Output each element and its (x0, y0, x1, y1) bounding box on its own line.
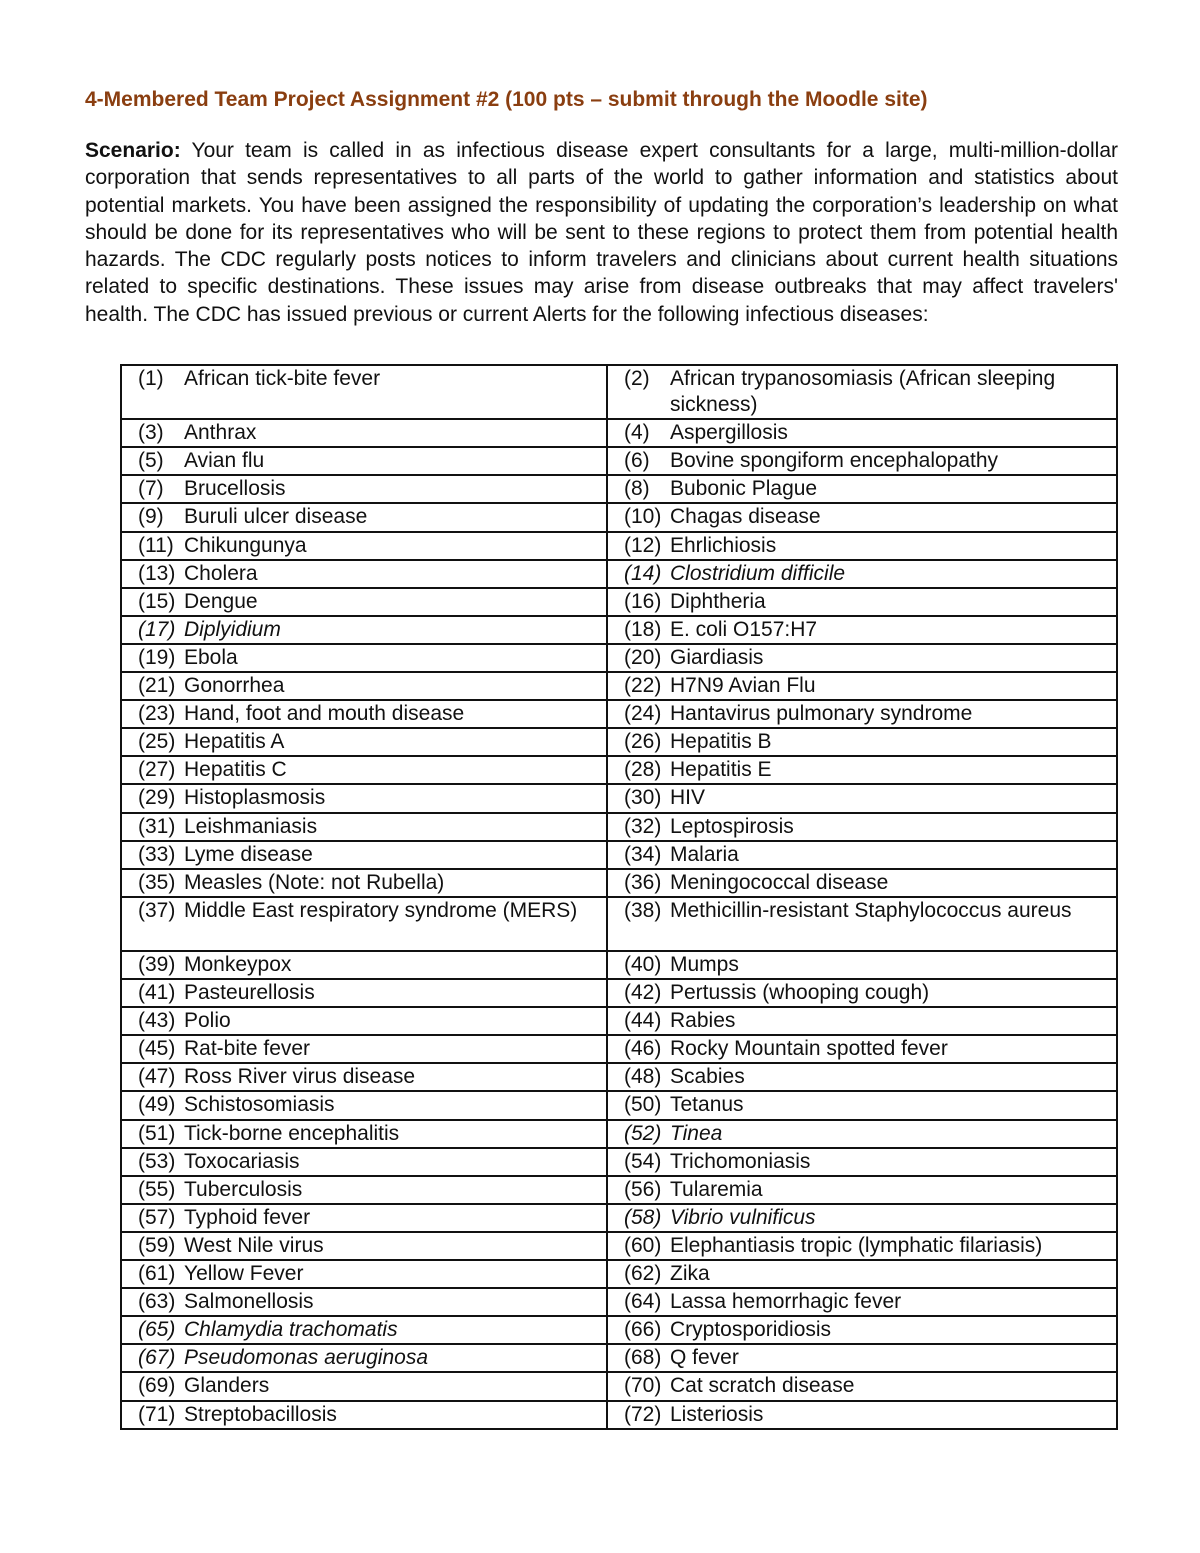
table-row (121, 1204, 1117, 1232)
disease-cell (121, 1316, 607, 1344)
disease-name: Buruli ulcer disease (184, 505, 368, 529)
disease-number: (68) (624, 1346, 662, 1370)
disease-cell (121, 1401, 607, 1430)
disease-name: Streptobacillosis (184, 1402, 337, 1426)
table-row (121, 784, 1117, 812)
table-row (121, 560, 1117, 588)
table-row (121, 813, 1117, 841)
disease-name: Leptospirosis (670, 814, 794, 838)
disease-name: African trypanosomiasis (African sleeping sickness) (670, 367, 1056, 416)
table-row (121, 475, 1117, 503)
disease-number: (40) (624, 953, 662, 976)
disease-cell (121, 813, 607, 841)
disease-number: (65) (138, 1318, 176, 1342)
disease-cell (607, 644, 1117, 672)
table-row (121, 1091, 1117, 1119)
disease-cell (607, 1063, 1117, 1091)
disease-name: Bovine spongiform encephalopathy (670, 449, 999, 473)
table-row (121, 1260, 1117, 1288)
scenario-paragraph (85, 137, 1118, 328)
disease-number: (69) (138, 1374, 176, 1398)
disease-name: Pertussis (whooping cough) (670, 981, 930, 1005)
disease-name: Ebola (184, 645, 238, 669)
disease-name: Diplyidium (184, 617, 281, 641)
disease-name: Hantavirus pulmonary syndrome (670, 702, 973, 726)
disease-number: (57) (138, 1205, 176, 1229)
disease-name: Scabies (670, 1065, 745, 1089)
disease-name: Cholera (184, 561, 258, 585)
disease-cell (121, 1232, 607, 1260)
table-row (121, 756, 1117, 784)
disease-cell (607, 1148, 1117, 1176)
disease-name: Clostridium difficile (670, 561, 846, 585)
disease-number: (35) (138, 870, 176, 894)
disease-name: Bubonic Plague (670, 477, 818, 501)
table-row (121, 1063, 1117, 1091)
disease-cell (607, 475, 1117, 503)
disease-cell (121, 447, 607, 475)
disease-cell (121, 728, 607, 756)
disease-cell (607, 1288, 1117, 1316)
disease-cell (121, 1260, 607, 1288)
disease-name: Hepatitis B (670, 730, 772, 754)
disease-cell (121, 1372, 607, 1400)
disease-name: Brucellosis (184, 477, 286, 501)
disease-cell (607, 1035, 1117, 1063)
disease-name: Glanders (184, 1374, 270, 1398)
disease-number: (44) (624, 1009, 662, 1033)
disease-number: (36) (624, 870, 662, 894)
disease-number: (7) (138, 477, 164, 501)
disease-cell (607, 813, 1117, 841)
disease-cell (121, 1344, 607, 1372)
disease-name: Measles (Note: not Rubella) (184, 870, 445, 894)
disease-cell (607, 1344, 1117, 1372)
disease-number: (56) (624, 1177, 662, 1201)
disease-number: (39) (138, 953, 176, 976)
disease-name: Trichomoniasis (670, 1149, 811, 1173)
disease-number: (22) (624, 674, 662, 698)
disease-cell (121, 1204, 607, 1232)
disease-number: (53) (138, 1149, 176, 1173)
disease-cell (607, 1401, 1117, 1430)
disease-cell (607, 841, 1117, 869)
disease-name: Hand, foot and mouth disease (184, 702, 465, 726)
disease-name: Toxocariasis (184, 1149, 300, 1173)
disease-number: (23) (138, 702, 176, 726)
disease-name: Polio (184, 1009, 231, 1033)
disease-number: (60) (624, 1233, 662, 1257)
table-row (121, 644, 1117, 672)
disease-number: (49) (138, 1093, 176, 1117)
disease-number: (47) (138, 1065, 176, 1089)
disease-name: Listeriosis (670, 1402, 764, 1426)
disease-number: (70) (624, 1374, 662, 1398)
table-row (121, 1232, 1117, 1260)
disease-number: (24) (624, 702, 662, 726)
disease-cell (607, 1372, 1117, 1400)
disease-name: Tinea (670, 1121, 723, 1145)
disease-name: Pasteurellosis (184, 981, 315, 1005)
disease-cell (607, 1204, 1117, 1232)
disease-cell (121, 784, 607, 812)
disease-name: Leishmaniasis (184, 814, 318, 838)
disease-name: Elephantiasis tropic (lymphatic filariasis) (670, 1233, 1043, 1257)
disease-cell (121, 588, 607, 616)
disease-cell (121, 1288, 607, 1316)
disease-cell (121, 979, 607, 1007)
disease-cell (607, 1091, 1117, 1119)
table-row (121, 1176, 1117, 1204)
disease-cell (607, 979, 1117, 1007)
disease-cell (121, 1176, 607, 1204)
disease-name: HIV (670, 786, 706, 810)
disease-number: (17) (138, 617, 176, 641)
table-row (121, 700, 1117, 728)
disease-number: (6) (624, 449, 650, 473)
disease-number: (31) (138, 814, 176, 838)
disease-name: Ross River virus disease (184, 1065, 416, 1089)
disease-name: African tick-bite fever (184, 367, 381, 390)
disease-number: (14) (624, 561, 662, 585)
disease-name: E. coli O157:H7 (670, 617, 818, 641)
disease-cell (607, 756, 1117, 784)
disease-number: (18) (624, 617, 662, 641)
disease-name: Dengue (184, 589, 258, 613)
disease-number: (5) (138, 449, 164, 473)
disease-name: Hepatitis C (184, 758, 287, 782)
disease-name: Methicillin-resistant Staphylococcus aureus (670, 898, 1072, 922)
disease-cell (121, 1007, 607, 1035)
disease-name: Hepatitis E (670, 758, 772, 782)
table-row (121, 1401, 1117, 1430)
table-row (121, 1316, 1117, 1344)
disease-cell (607, 503, 1117, 531)
disease-cell (607, 784, 1117, 812)
disease-number: (12) (624, 533, 662, 557)
disease-name: Lassa hemorrhagic fever (670, 1290, 902, 1314)
disease-name: Cat scratch disease (670, 1374, 855, 1398)
disease-name: Chlamydia trachomatis (184, 1318, 398, 1342)
disease-cell (121, 897, 607, 951)
disease-cell (607, 1120, 1117, 1148)
disease-number: (66) (624, 1318, 662, 1342)
disease-number: (10) (624, 505, 662, 529)
disease-number: (64) (624, 1290, 662, 1314)
disease-name: Meningococcal disease (670, 870, 889, 894)
disease-name: Vibrio vulnificus (670, 1205, 816, 1229)
disease-number: (52) (624, 1121, 662, 1145)
disease-cell (607, 1260, 1117, 1288)
disease-cell (121, 1063, 607, 1091)
disease-cell (121, 616, 607, 644)
disease-name: Rocky Mountain spotted fever (670, 1037, 948, 1061)
disease-table (120, 364, 1118, 1430)
disease-name: Middle East respiratory syndrome (MERS) (184, 898, 578, 922)
disease-number: (72) (624, 1402, 662, 1426)
table-row (121, 869, 1117, 897)
disease-cell (121, 841, 607, 869)
disease-cell (121, 644, 607, 672)
disease-name: Schistosomiasis (184, 1093, 335, 1117)
disease-number: (46) (624, 1037, 662, 1061)
disease-name: Q fever (670, 1346, 739, 1370)
table-row (121, 1288, 1117, 1316)
disease-name: Mumps (670, 953, 739, 976)
disease-number: (62) (624, 1262, 662, 1286)
disease-name: Tetanus (670, 1093, 744, 1117)
disease-cell (121, 700, 607, 728)
disease-number: (58) (624, 1205, 662, 1229)
table-row (121, 503, 1117, 531)
disease-name: Monkeypox (184, 953, 292, 976)
disease-name: Hepatitis A (184, 730, 285, 754)
disease-cell (121, 532, 607, 560)
disease-number: (29) (138, 786, 176, 810)
disease-number: (9) (138, 505, 164, 529)
disease-name: Ehrlichiosis (670, 533, 777, 557)
table-row (121, 1344, 1117, 1372)
disease-number: (45) (138, 1037, 176, 1061)
disease-number: (20) (624, 645, 662, 669)
disease-cell (121, 1120, 607, 1148)
table-row (121, 1007, 1117, 1035)
table-row (121, 1035, 1117, 1063)
disease-number: (61) (138, 1262, 176, 1286)
disease-name: Avian flu (184, 449, 265, 473)
disease-cell (121, 1091, 607, 1119)
disease-name: Histoplasmosis (184, 786, 326, 810)
table-row (121, 447, 1117, 475)
table-row (121, 728, 1117, 756)
table-row (121, 532, 1117, 560)
disease-number: (8) (624, 477, 650, 501)
disease-number: (15) (138, 589, 176, 613)
disease-cell (121, 503, 607, 531)
disease-number: (38) (624, 898, 662, 922)
disease-name: Chagas disease (670, 505, 821, 529)
disease-number: (19) (138, 645, 176, 669)
table-row (121, 1372, 1117, 1400)
disease-cell (607, 700, 1117, 728)
disease-name: Tularemia (670, 1177, 763, 1201)
disease-number: (2) (624, 367, 650, 390)
disease-number: (42) (624, 981, 662, 1005)
disease-cell (607, 1007, 1117, 1035)
table-row (121, 419, 1117, 447)
disease-number: (30) (624, 786, 662, 810)
table-row (121, 951, 1117, 979)
disease-cell (607, 1232, 1117, 1260)
disease-number: (33) (138, 842, 176, 866)
disease-number: (51) (138, 1121, 176, 1145)
table-row (121, 897, 1117, 951)
disease-number: (71) (138, 1402, 176, 1426)
disease-number: (34) (624, 842, 662, 866)
table-row (121, 979, 1117, 1007)
disease-number: (48) (624, 1065, 662, 1089)
table-row (121, 672, 1117, 700)
disease-number: (16) (624, 589, 662, 613)
disease-number: (21) (138, 674, 176, 698)
page-title: 4-Membered Team Project Assignment #2 (100 pts – submit through the Moodle site) (85, 88, 928, 111)
disease-name: Yellow Fever (184, 1262, 304, 1286)
disease-name: Diphtheria (670, 589, 766, 613)
disease-number: (1) (138, 367, 164, 390)
disease-name: Chikungunya (184, 533, 307, 557)
disease-cell (607, 672, 1117, 700)
disease-name: Aspergillosis (670, 421, 788, 445)
disease-cell (607, 1176, 1117, 1204)
disease-cell (607, 728, 1117, 756)
disease-cell (121, 672, 607, 700)
disease-cell (607, 897, 1117, 951)
disease-number: (11) (138, 533, 174, 557)
disease-number: (37) (138, 898, 176, 922)
disease-number: (28) (624, 758, 662, 782)
disease-name: Pseudomonas aeruginosa (184, 1346, 429, 1370)
table-row (121, 1120, 1117, 1148)
disease-cell (607, 560, 1117, 588)
disease-cell (607, 532, 1117, 560)
disease-cell (607, 365, 1117, 419)
table-row (121, 616, 1117, 644)
disease-number: (55) (138, 1177, 176, 1201)
disease-name: Rabies (670, 1009, 736, 1033)
disease-number: (59) (138, 1233, 176, 1257)
disease-cell (121, 1148, 607, 1176)
disease-name: Typhoid fever (184, 1205, 311, 1229)
disease-cell (121, 419, 607, 447)
disease-name: Tick-borne encephalitis (184, 1121, 400, 1145)
disease-number: (63) (138, 1290, 176, 1314)
disease-cell (121, 560, 607, 588)
disease-name: Zika (670, 1262, 710, 1286)
disease-cell (607, 447, 1117, 475)
disease-cell (607, 1316, 1117, 1344)
disease-cell (121, 951, 607, 979)
scenario-text: Your team is called in as infectious disease expert consultants for a large, multi-million-dollar corporation that sends representatives to all parts of the world to gather information and statistics about potential markets. You have been assigned the responsibility of updating the corporation’s leadership on what should be done for its representatives who will be sent to these regions to protect them from potential health hazards. The CDC regularly posts notices to inform travelers and clinicians about current health situations related to specific destinations. These issues may arise from disease outbreaks that may affect travelers' health. The CDC has issued previous or current Alerts for the following infectious diseases: (85, 139, 1118, 326)
disease-name: Cryptosporidiosis (670, 1318, 832, 1342)
disease-number: (27) (138, 758, 176, 782)
disease-name: Malaria (670, 842, 739, 866)
disease-number: (26) (624, 730, 662, 754)
table-row (121, 588, 1117, 616)
disease-name: Tuberculosis (184, 1177, 303, 1201)
disease-name: Gonorrhea (184, 674, 285, 698)
disease-number: (3) (138, 421, 164, 445)
disease-cell (121, 475, 607, 503)
disease-cell (121, 1035, 607, 1063)
disease-cell (607, 588, 1117, 616)
disease-cell (121, 756, 607, 784)
disease-number: (25) (138, 730, 176, 754)
disease-number: (32) (624, 814, 662, 838)
disease-cell (607, 869, 1117, 897)
disease-cell (121, 365, 607, 419)
disease-name: Anthrax (184, 421, 257, 445)
disease-name: Rat-bite fever (184, 1037, 311, 1061)
table-row (121, 1148, 1117, 1176)
disease-cell (607, 951, 1117, 979)
disease-name: Giardiasis (670, 645, 764, 669)
disease-number: (50) (624, 1093, 662, 1117)
disease-cell (121, 869, 607, 897)
table-row (121, 365, 1117, 419)
disease-number: (41) (138, 981, 176, 1005)
disease-name: West Nile virus (184, 1233, 324, 1257)
disease-number: (67) (138, 1346, 176, 1370)
disease-name: Lyme disease (184, 842, 313, 866)
disease-name: Salmonellosis (184, 1290, 314, 1314)
table-row (121, 841, 1117, 869)
disease-name: H7N9 Avian Flu (670, 674, 816, 698)
disease-number: (43) (138, 1009, 176, 1033)
disease-number: (54) (624, 1149, 662, 1173)
disease-number: (13) (138, 561, 176, 585)
disease-cell (607, 616, 1117, 644)
scenario-label: Scenario: (85, 139, 181, 162)
disease-cell (607, 419, 1117, 447)
disease-number: (4) (624, 421, 650, 445)
